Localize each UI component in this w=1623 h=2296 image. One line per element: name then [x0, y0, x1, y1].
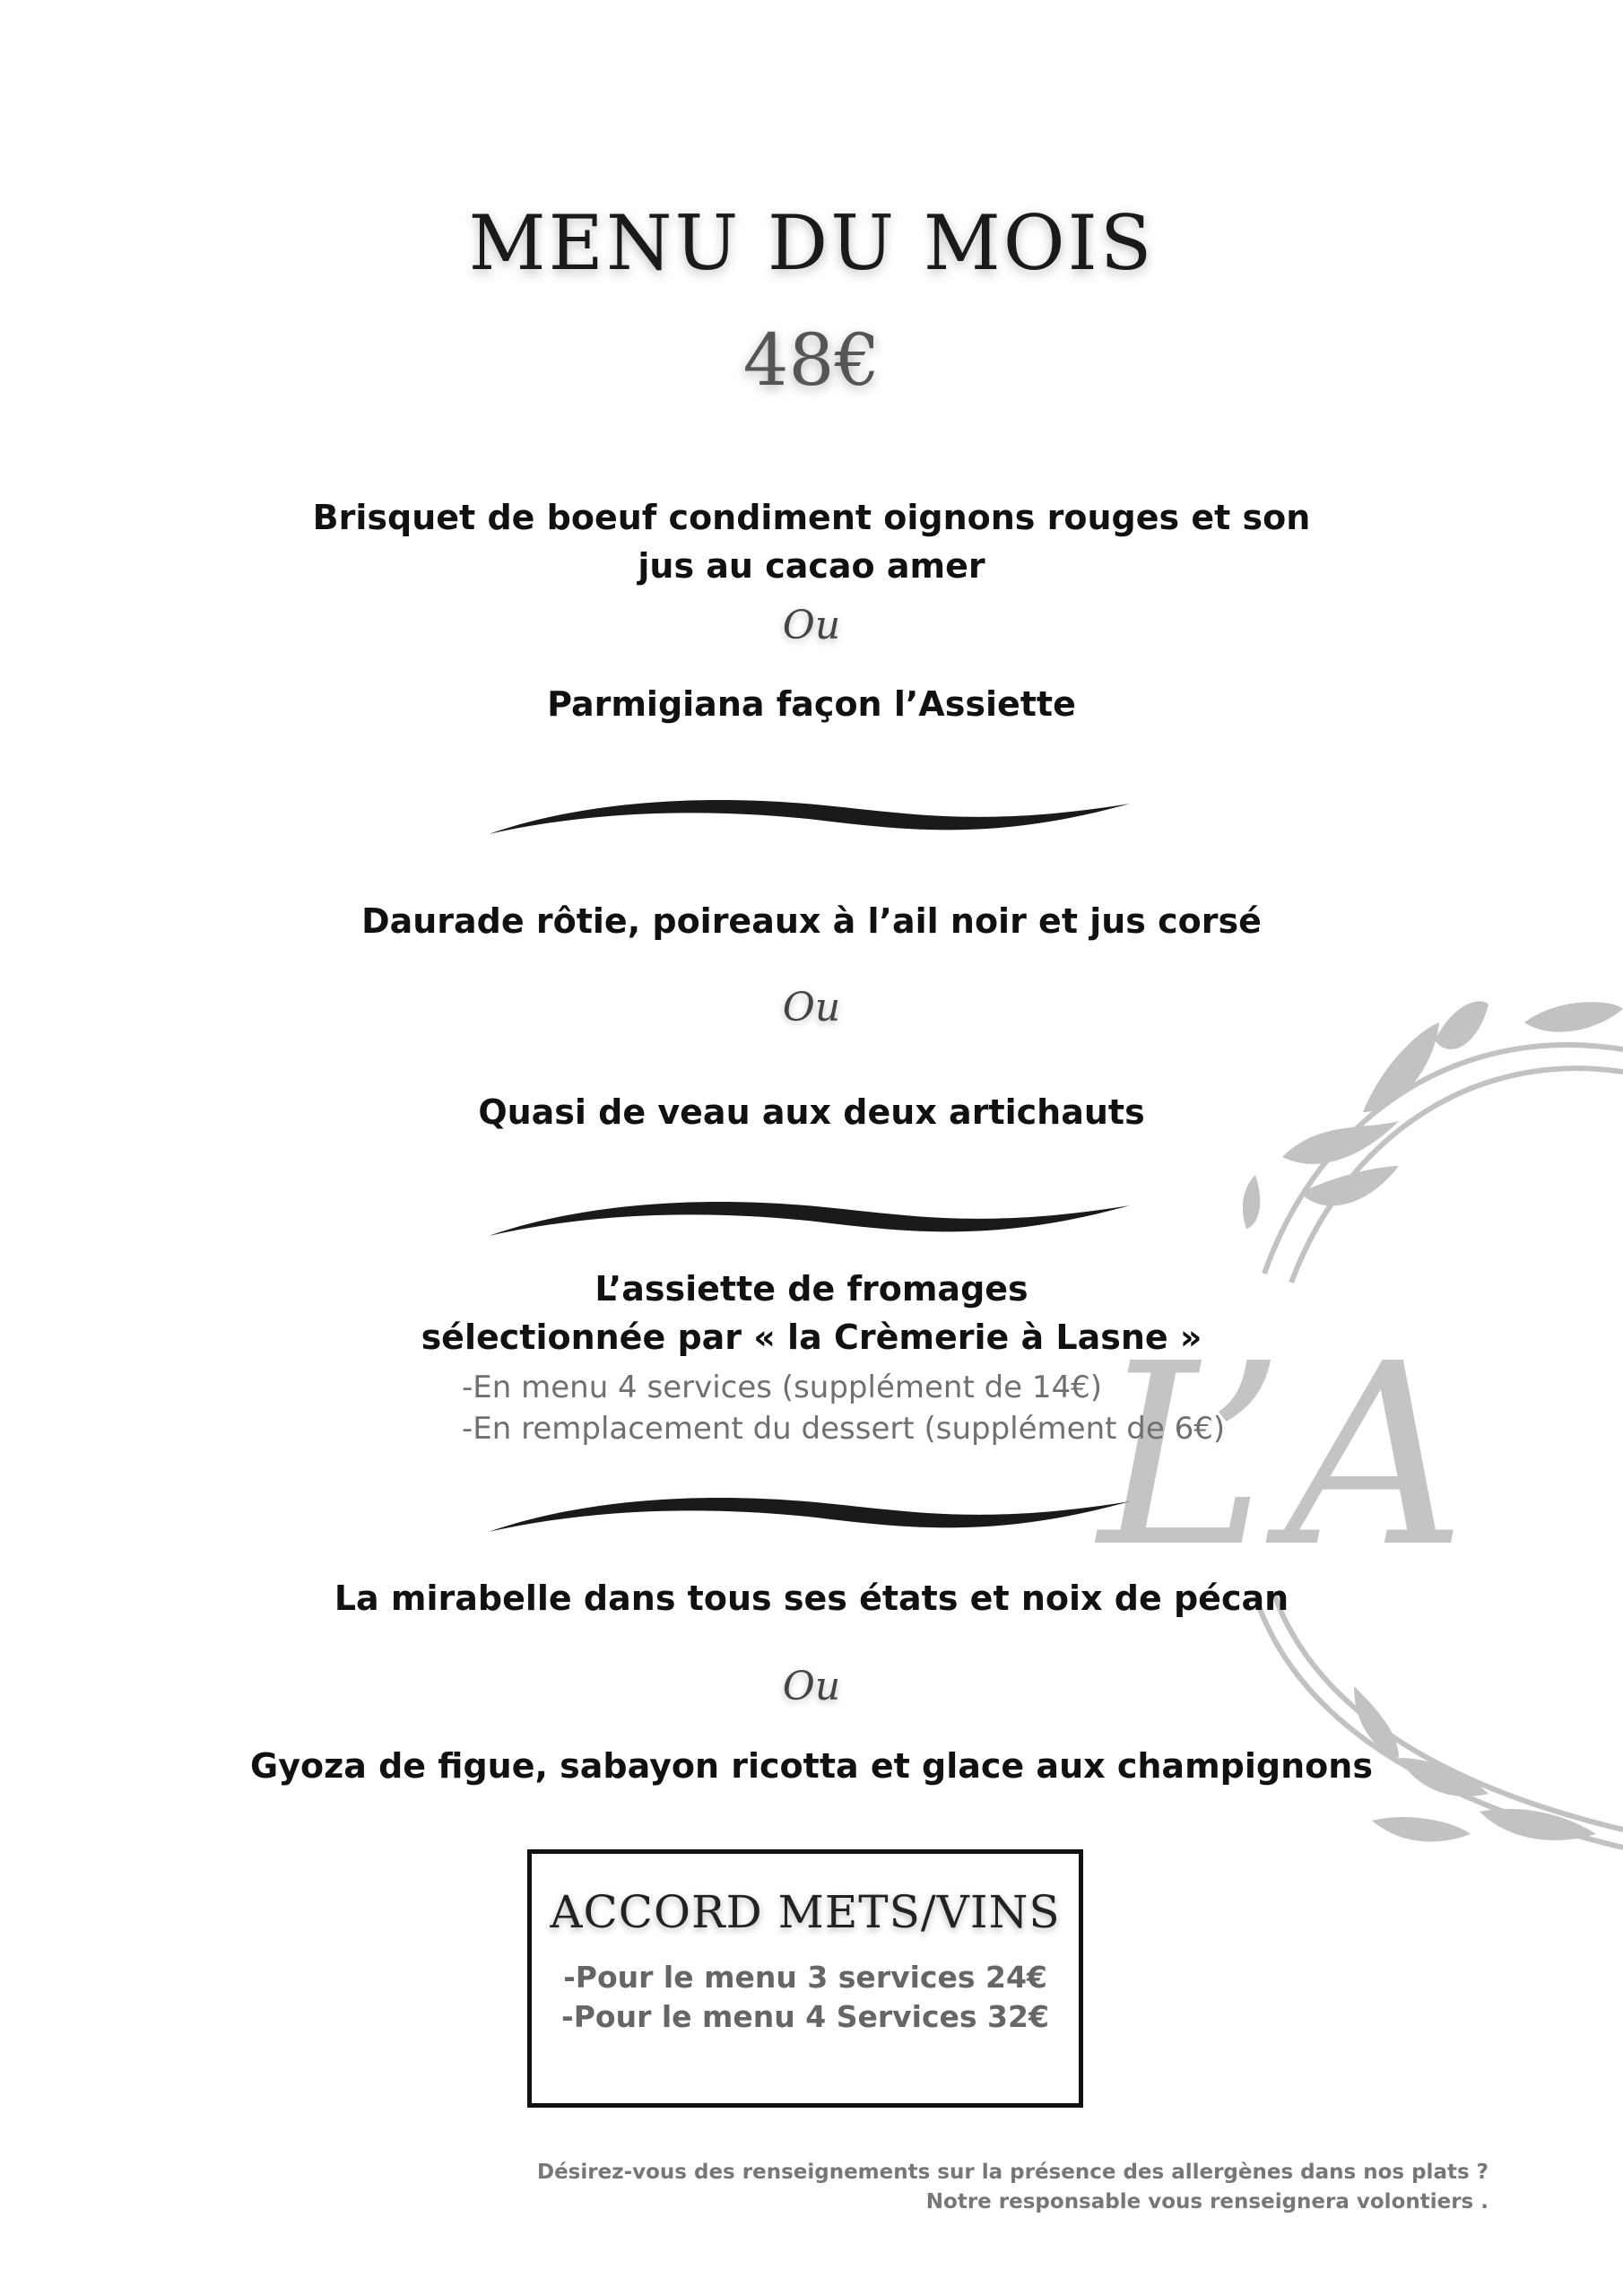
wine-pairing-box: [527, 1849, 1083, 2108]
dessert-or-separator: Ou: [782, 1664, 841, 1709]
main-option-2: Quasi de veau aux deux artichauts: [478, 1092, 1145, 1132]
allergen-footer-line-1: Désirez-vous des renseignements sur la présence des allergènes dans nos plats ?: [536, 2161, 1488, 2184]
watermark-logo-text: L’A: [1098, 1310, 1467, 1603]
cheese-supplement-notes: [462, 1367, 1225, 1449]
main-or-separator: Ou: [782, 985, 841, 1031]
divider-swash-3: [484, 1487, 1139, 1541]
divider-swash-1: [484, 789, 1139, 843]
wine-pairing-title: ACCORD METS/VINS: [550, 1886, 1061, 1938]
starter-or-separator: Ou: [782, 603, 841, 648]
cheese-note-2: -En remplacement du dessert (supplément de 6€): [462, 1411, 1226, 1447]
cheese-course: [0, 1265, 1623, 1361]
cheese-line-1: L’assiette de fromages: [595, 1269, 1028, 1309]
menu-price: 48€: [742, 318, 881, 402]
starter-option-1-line-2: jus au cacao amer: [638, 546, 985, 586]
menu-title: MENU DU MOIS: [468, 199, 1155, 287]
cheese-note-1: -En menu 4 services (supplément de 14€): [462, 1370, 1103, 1405]
starter-option-1-line-1: Brisquet de boeuf condiment oignons rouges et son: [312, 498, 1311, 537]
dessert-option-2: Gyoza de figue, sabayon ricotta et glace aux champignons: [250, 1746, 1373, 1786]
wine-pairing-line-2: -Pour le menu 4 Services 32€: [561, 1999, 1049, 2034]
starter-option-2: Parmigiana façon l’Assiette: [547, 684, 1076, 724]
allergen-footer: [537, 2158, 1488, 2217]
starter-option-1: [0, 493, 1623, 590]
cheese-line-2: sélectionnée par « la Crèmerie à Lasne »: [421, 1318, 1202, 1357]
main-option-1: Daurade rôtie, poireaux à l’ail noir et jus corsé: [361, 901, 1262, 941]
dessert-option-1: La mirabelle dans tous ses états et noix de pécan: [334, 1578, 1289, 1618]
wine-pairing-line-1: -Pour le menu 3 services 24€: [563, 1960, 1047, 1995]
divider-swash-2: [484, 1191, 1139, 1245]
allergen-footer-line-2: Notre responsable vous renseignera volontiers .: [925, 2190, 1488, 2213]
